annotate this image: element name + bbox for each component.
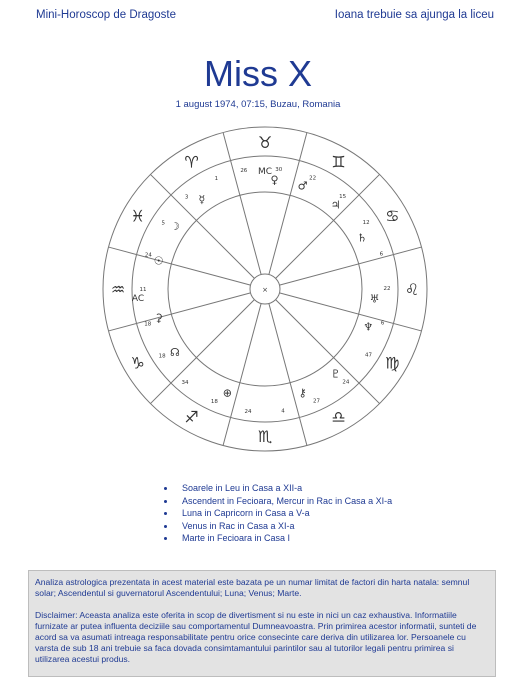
- zodiac-sign-glyph: ♊: [331, 152, 346, 172]
- degree-label: 18: [210, 399, 218, 406]
- zodiac-sign-glyph: ♈: [184, 152, 199, 172]
- zodiac-sign-glyph: ♒: [110, 280, 126, 299]
- list-item: [158, 482, 392, 495]
- degree-label: 3: [184, 194, 189, 201]
- zodiac-sign-glyph: ♏: [257, 427, 273, 446]
- analysis-note: Analiza astrologica prezentata in acest material este bazata pe un numar limitat de factori din harta natala: semnul solar; Ascendentul si guvernatorul Ascendentului; Luna; Venus; Marte.: [35, 577, 470, 598]
- degree-label: 15: [339, 193, 347, 200]
- list-item: [158, 532, 392, 545]
- natal-chart-wheel: [100, 124, 430, 454]
- list-item-text: Marte in Fecioara in Casa I: [182, 533, 291, 543]
- birth-data: 1 august 1974, 07:15, Buzau, Romania: [175, 99, 341, 110]
- page-title: Miss X: [204, 53, 312, 94]
- bullet: [164, 525, 167, 528]
- degree-label: 5: [161, 220, 166, 227]
- planet-glyph: ♃: [330, 198, 341, 212]
- degree-label: 4: [281, 408, 285, 415]
- zodiac-sign-glyph: ♋: [385, 206, 400, 226]
- degree-label: 18: [158, 353, 166, 360]
- degree-label: 47: [364, 352, 372, 359]
- planet-glyph: ⊕: [222, 386, 232, 400]
- planet-glyph: ♅: [369, 292, 380, 306]
- zodiac-sign-glyph: ♓: [130, 206, 145, 226]
- zodiac-sign-glyph: ♐: [184, 407, 199, 427]
- degree-label: 24: [244, 408, 252, 415]
- degree-label: 18: [144, 321, 152, 328]
- planet-glyph: ♀: [270, 173, 279, 187]
- degree-label: 27: [313, 398, 321, 405]
- placement-list: [158, 482, 392, 545]
- degree-label: 30: [275, 166, 283, 173]
- mc-label: MC: [257, 167, 273, 177]
- planet-glyph: ☉: [153, 254, 164, 268]
- zodiac-sign-glyph: ♎: [331, 407, 346, 427]
- planet-glyph: ♇: [330, 367, 341, 381]
- degree-label: 22: [309, 175, 317, 182]
- planet-glyph: ♆: [363, 320, 374, 334]
- degree-label: 11: [139, 286, 147, 293]
- zodiac-sign-glyph: ♉: [257, 133, 273, 152]
- list-item: [158, 495, 392, 508]
- bullet: [164, 500, 167, 503]
- degree-label: 24: [342, 379, 350, 386]
- list-item-text: Venus in Rac in Casa a XI-a: [182, 520, 295, 531]
- degree-label: 6: [379, 251, 384, 258]
- planet-glyph: ☽: [169, 219, 180, 233]
- list-item: [158, 520, 392, 533]
- disclaimer-box: [28, 570, 496, 677]
- list-item-text: Soarele in Leu in Casa a XII-a: [182, 483, 303, 493]
- planet-glyph: ☿: [198, 192, 206, 206]
- zodiac-sign-glyph: ♑: [130, 353, 145, 373]
- disclaimer-text: Disclaimer: Aceasta analiza este oferita in scop de divertisment si nu este in nici un caz exhaustiva. Informatiile furnizate ar putea influenta deciziile sau comportamentul Dumneavoastra. Prin primirea acestor informatii, sunteti de acord sa va asumati intreaga responsabilitate pentru orice consecinte care deriva din utilizarea lor. Persoanele cu varsta de sub 18 ani trebuie sa faca dovada consimtamantului parintilor sau al tutorilor legali pentru primirea si utilizarea acestui produs.: [35, 610, 477, 664]
- planet-glyph: ⚳: [154, 311, 163, 325]
- degree-label: 1: [214, 176, 219, 183]
- degree-label: 22: [383, 285, 391, 292]
- planet-glyph: ☊: [170, 346, 180, 360]
- ac-label: AC: [131, 294, 145, 304]
- list-item: [158, 507, 392, 520]
- degree-label: 12: [362, 219, 370, 226]
- planet-glyph: ♄: [357, 231, 368, 245]
- planet-glyph: ♂: [297, 179, 308, 193]
- degree-label: 26: [240, 167, 248, 174]
- zodiac-sign-glyph: ♍: [385, 353, 400, 373]
- degree-label: 24: [144, 252, 152, 259]
- bullet: [164, 487, 167, 490]
- list-item-text: Ascendent in Fecioara, Mercur in Rac in Casa a XI-a: [182, 495, 393, 506]
- report-title-header: Mini-Horoscop de Dragoste: [36, 9, 176, 21]
- list-item-text: Luna in Capricorn in Casa a V-a: [182, 508, 310, 518]
- bullet: [164, 512, 167, 515]
- zodiac-sign-glyph: ♌: [404, 280, 420, 299]
- subject-header: Ioana trebuie sa ajunga la liceu: [334, 9, 494, 21]
- planet-glyph: ⚷: [298, 386, 307, 400]
- center-mark: ×: [262, 286, 268, 294]
- degree-label: 6: [380, 320, 385, 327]
- bullet: [164, 537, 167, 540]
- degree-label: 34: [181, 380, 189, 387]
